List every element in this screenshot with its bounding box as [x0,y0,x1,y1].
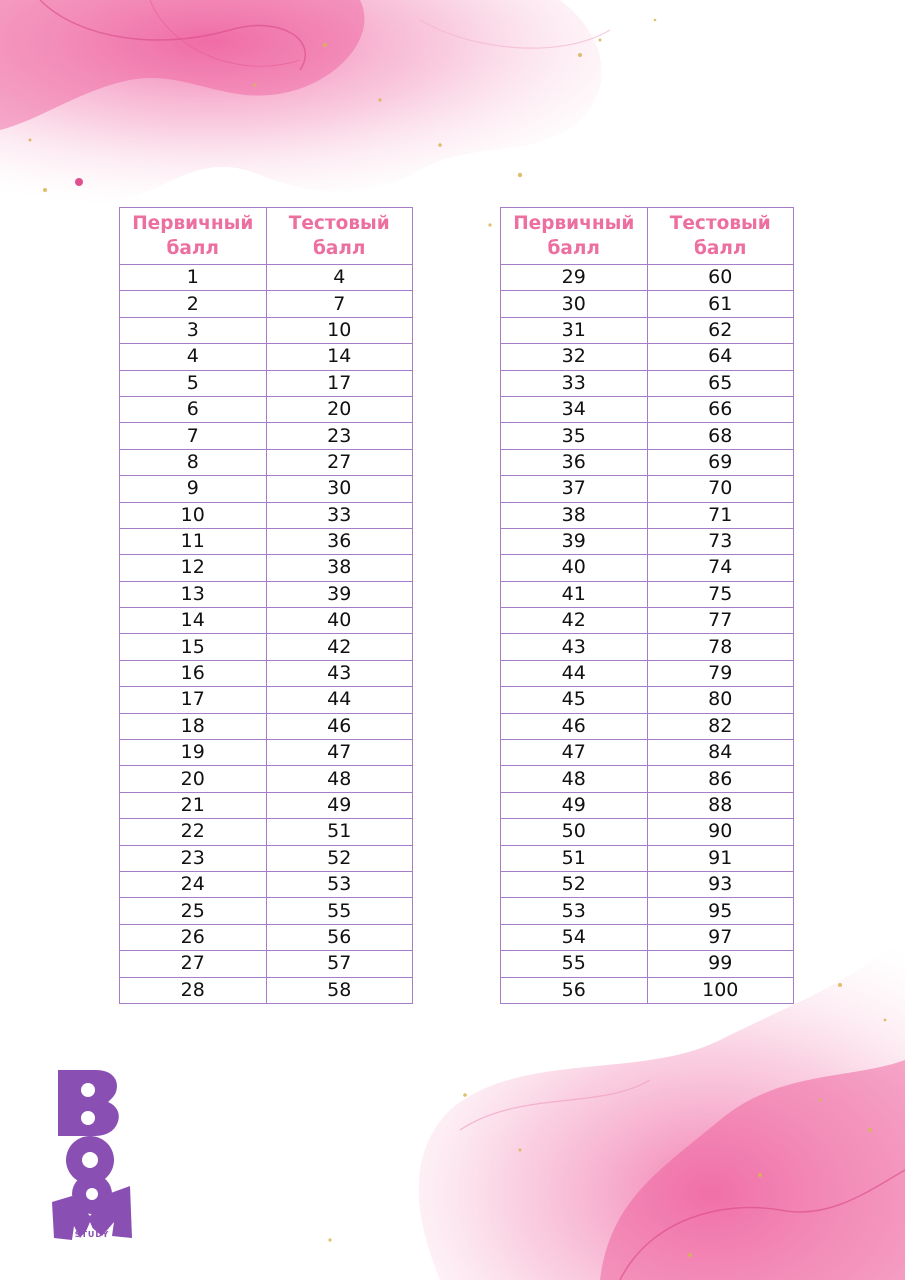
table-row [120,792,413,818]
table-row [120,581,413,607]
table-row [120,871,413,897]
primary-score-cell: 47 [501,740,648,766]
primary-score-cell: 30 [501,291,648,317]
primary-score-cell: 44 [501,660,648,686]
test-score-cell: 84 [647,740,794,766]
test-score-cell: 40 [266,608,413,634]
header-primary-score: Первичный балл [120,208,267,265]
test-score-cell: 86 [647,766,794,792]
primary-score-cell: 46 [501,713,648,739]
boom-study-logo [50,1066,134,1246]
table-row [120,740,413,766]
test-score-cell: 75 [647,581,794,607]
test-score-cell: 53 [266,871,413,897]
table-row [120,845,413,871]
primary-score-cell: 21 [120,792,267,818]
test-score-cell: 14 [266,344,413,370]
primary-score-cell: 49 [501,792,648,818]
primary-score-cell: 38 [501,502,648,528]
test-score-cell: 90 [647,819,794,845]
test-score-cell: 17 [266,370,413,396]
table-row [120,370,413,396]
test-score-cell: 58 [266,977,413,1003]
test-score-cell: 65 [647,370,794,396]
primary-score-cell: 31 [501,317,648,343]
table-row [501,740,794,766]
test-score-cell: 61 [647,291,794,317]
primary-score-cell: 34 [501,396,648,422]
table-row [120,687,413,713]
primary-score-cell: 7 [120,423,267,449]
table-row [120,608,413,634]
test-score-cell: 66 [647,396,794,422]
table-row [501,660,794,686]
test-score-cell: 60 [647,265,794,291]
primary-score-cell: 2 [120,291,267,317]
score-table-left [119,207,413,1004]
primary-score-cell: 20 [120,766,267,792]
header-primary-score: Первичный балл [501,208,648,265]
primary-score-cell: 52 [501,871,648,897]
table-row [120,502,413,528]
test-score-cell: 51 [266,819,413,845]
primary-score-cell: 16 [120,660,267,686]
test-score-cell: 80 [647,687,794,713]
test-score-cell: 68 [647,423,794,449]
primary-score-cell: 11 [120,528,267,554]
test-score-cell: 39 [266,581,413,607]
test-score-cell: 100 [647,977,794,1003]
table-row [120,555,413,581]
primary-score-cell: 6 [120,396,267,422]
primary-score-cell: 19 [120,740,267,766]
table-row [501,951,794,977]
table-row [120,291,413,317]
table-row [120,423,413,449]
primary-score-cell: 42 [501,608,648,634]
primary-score-cell: 28 [120,977,267,1003]
test-score-cell: 33 [266,502,413,528]
table-row [120,977,413,1003]
test-score-cell: 49 [266,792,413,818]
table-row [501,344,794,370]
table-row [120,344,413,370]
test-score-cell: 71 [647,502,794,528]
test-score-cell: 78 [647,634,794,660]
table-row [120,317,413,343]
primary-score-cell: 29 [501,265,648,291]
table-row [120,766,413,792]
primary-score-cell: 45 [501,687,648,713]
test-score-cell: 77 [647,608,794,634]
test-score-cell: 46 [266,713,413,739]
test-score-cell: 79 [647,660,794,686]
test-score-cell: 91 [647,845,794,871]
table-row [120,951,413,977]
table-row [501,898,794,924]
table-row [120,660,413,686]
logo-study-text: STUDY [74,1230,110,1239]
table-row [501,845,794,871]
table-row [501,634,794,660]
table-row [120,819,413,845]
primary-score-cell: 56 [501,977,648,1003]
primary-score-cell: 51 [501,845,648,871]
test-score-cell: 93 [647,871,794,897]
primary-score-cell: 27 [120,951,267,977]
primary-score-cell: 14 [120,608,267,634]
primary-score-cell: 39 [501,528,648,554]
table-row [120,713,413,739]
primary-score-cell: 10 [120,502,267,528]
table-row [501,265,794,291]
table-row [501,977,794,1003]
table-row [501,581,794,607]
primary-score-cell: 9 [120,476,267,502]
primary-score-cell: 33 [501,370,648,396]
table-row [120,924,413,950]
test-score-cell: 56 [266,924,413,950]
table-row [501,449,794,475]
test-score-cell: 44 [266,687,413,713]
primary-score-cell: 54 [501,924,648,950]
table-row [501,819,794,845]
table-row [501,713,794,739]
primary-score-cell: 36 [501,449,648,475]
test-score-cell: 38 [266,555,413,581]
primary-score-cell: 24 [120,871,267,897]
primary-score-cell: 23 [120,845,267,871]
test-score-cell: 64 [647,344,794,370]
test-score-cell: 88 [647,792,794,818]
test-score-cell: 47 [266,740,413,766]
primary-score-cell: 17 [120,687,267,713]
table-row [501,291,794,317]
table-row [501,370,794,396]
test-score-cell: 69 [647,449,794,475]
table-row [501,423,794,449]
table-row [501,528,794,554]
test-score-cell: 4 [266,265,413,291]
table-row [501,608,794,634]
table-body-left [120,265,413,1004]
primary-score-cell: 32 [501,344,648,370]
primary-score-cell: 22 [120,819,267,845]
test-score-cell: 27 [266,449,413,475]
primary-score-cell: 26 [120,924,267,950]
primary-score-cell: 40 [501,555,648,581]
header-test-score: Тестовый балл [647,208,794,265]
primary-score-cell: 55 [501,951,648,977]
test-score-cell: 23 [266,423,413,449]
test-score-cell: 95 [647,898,794,924]
primary-score-cell: 25 [120,898,267,924]
test-score-cell: 10 [266,317,413,343]
table-row [120,528,413,554]
test-score-cell: 7 [266,291,413,317]
test-score-cell: 74 [647,555,794,581]
test-score-cell: 97 [647,924,794,950]
score-table-right [500,207,794,1004]
table-row [501,317,794,343]
table-row [120,634,413,660]
primary-score-cell: 41 [501,581,648,607]
table-row [120,476,413,502]
test-score-cell: 36 [266,528,413,554]
table-row [501,871,794,897]
table-row [501,555,794,581]
test-score-cell: 48 [266,766,413,792]
test-score-cell: 30 [266,476,413,502]
primary-score-cell: 13 [120,581,267,607]
primary-score-cell: 48 [501,766,648,792]
primary-score-cell: 50 [501,819,648,845]
table-row [501,687,794,713]
primary-score-cell: 53 [501,898,648,924]
test-score-cell: 82 [647,713,794,739]
test-score-cell: 62 [647,317,794,343]
test-score-cell: 57 [266,951,413,977]
primary-score-cell: 43 [501,634,648,660]
test-score-cell: 42 [266,634,413,660]
test-score-cell: 43 [266,660,413,686]
test-score-cell: 70 [647,476,794,502]
table-row [120,449,413,475]
primary-score-cell: 8 [120,449,267,475]
test-score-cell: 55 [266,898,413,924]
table-row [501,476,794,502]
table-row [120,265,413,291]
header-test-score: Тестовый балл [266,208,413,265]
table-row [501,924,794,950]
table-row [120,898,413,924]
primary-score-cell: 3 [120,317,267,343]
table-row [120,396,413,422]
table-row [501,766,794,792]
primary-score-cell: 35 [501,423,648,449]
table-row [501,792,794,818]
table-row [501,396,794,422]
test-score-cell: 73 [647,528,794,554]
test-score-cell: 99 [647,951,794,977]
table-body-right [501,265,794,1004]
primary-score-cell: 1 [120,265,267,291]
table-row [501,502,794,528]
primary-score-cell: 4 [120,344,267,370]
primary-score-cell: 15 [120,634,267,660]
primary-score-cell: 37 [501,476,648,502]
primary-score-cell: 18 [120,713,267,739]
test-score-cell: 20 [266,396,413,422]
test-score-cell: 52 [266,845,413,871]
primary-score-cell: 5 [120,370,267,396]
primary-score-cell: 12 [120,555,267,581]
